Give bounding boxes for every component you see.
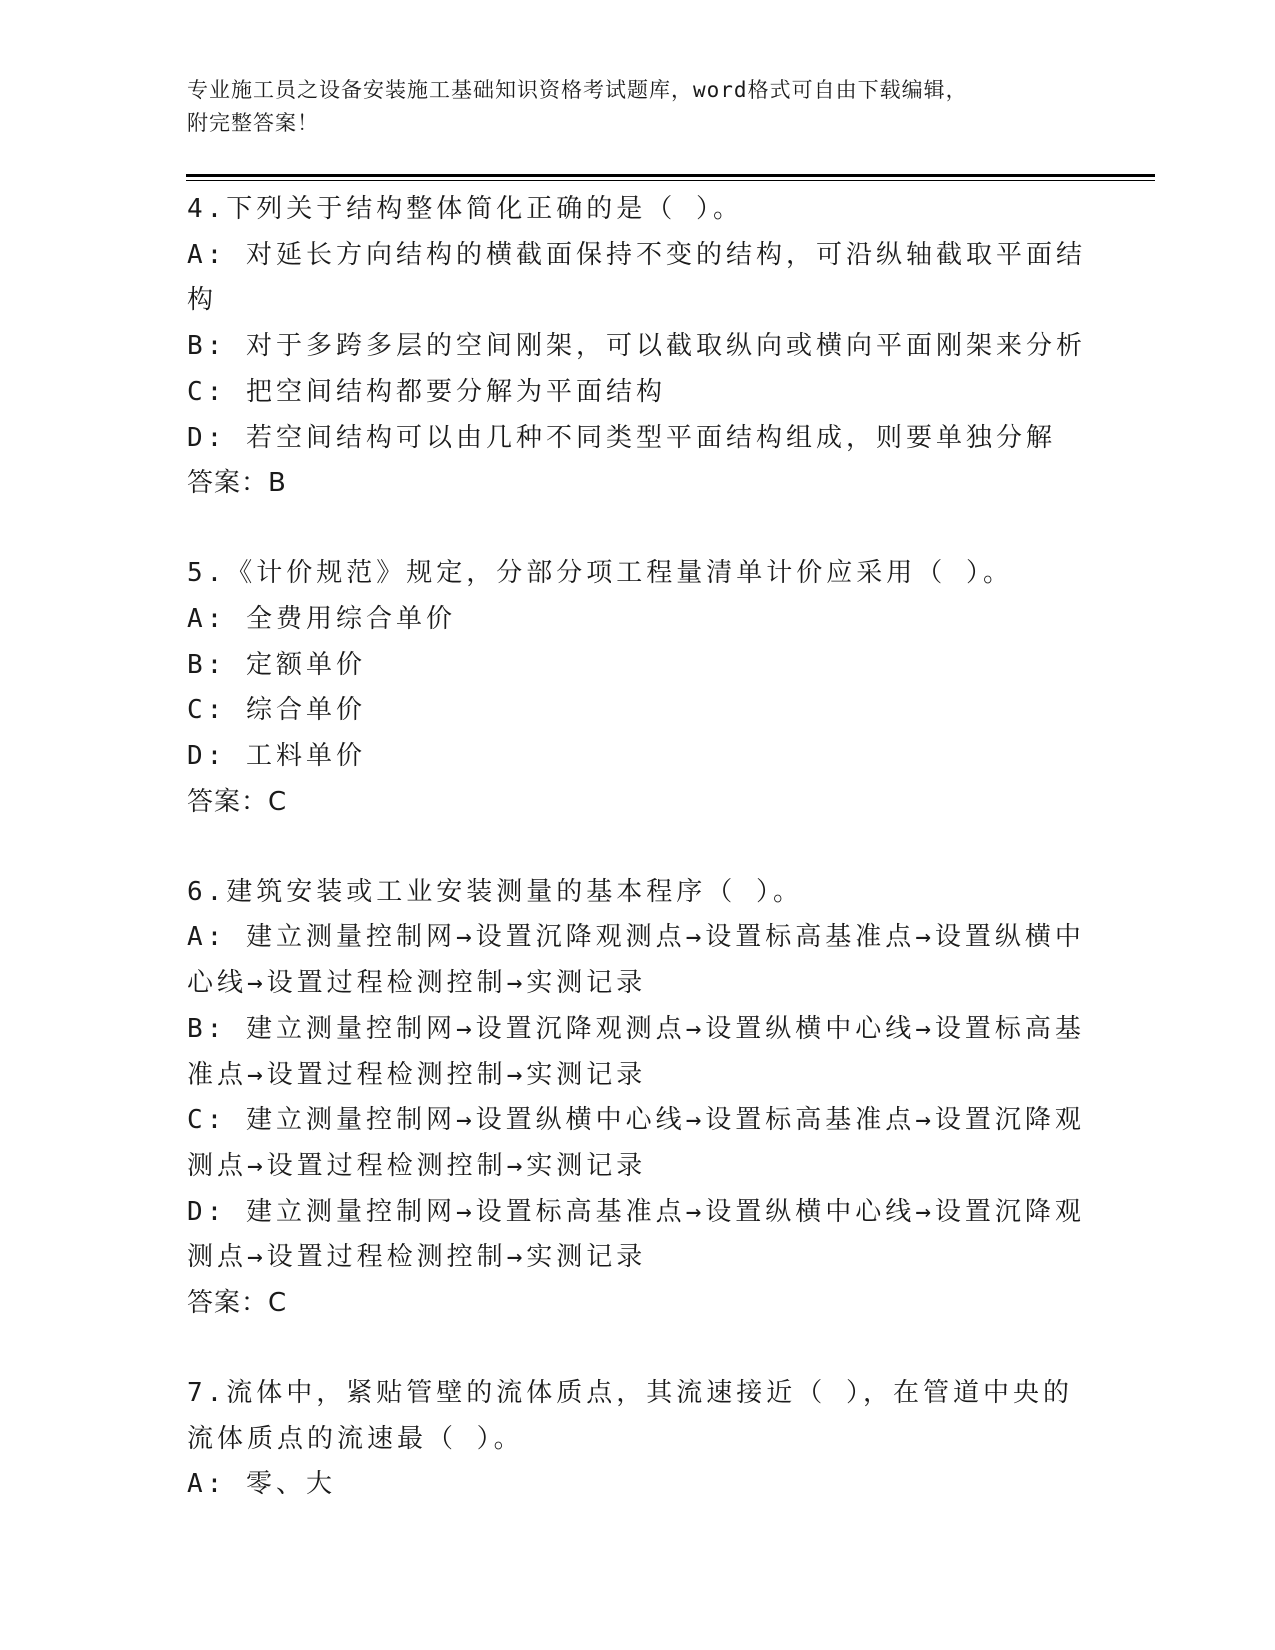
question-stem: 4.下列关于结构整体简化正确的是（ ）。 bbox=[187, 194, 743, 224]
header-divider-thick bbox=[186, 174, 1155, 177]
answer-line: 答案：B bbox=[187, 468, 287, 499]
option-b: B: 定额单价 bbox=[187, 649, 366, 680]
question-block bbox=[187, 551, 1087, 825]
question-block bbox=[187, 870, 1087, 1326]
question-stem: 7.流体中，紧贴管壁的流体质点，其流速接近（ ），在管道中央的流体质点的流速最（ ）。 bbox=[187, 1378, 1073, 1454]
question-block bbox=[187, 1371, 1087, 1508]
question-list bbox=[187, 187, 1087, 1508]
option-d: D: 工料单价 bbox=[187, 741, 366, 772]
document-header bbox=[187, 74, 1087, 140]
option-a: A: 建立测量控制网→设置沉降观测点→设置标高基准点→设置纵横中心线→设置过程检测控制→实测记录 bbox=[187, 922, 1085, 999]
option-c: C: 把空间结构都要分解为平面结构 bbox=[187, 376, 666, 407]
answer-line: 答案：C bbox=[187, 1288, 288, 1319]
header-line-1: 专业施工员之设备安装施工基础知识资格考试题库，word格式可自由下载编辑， bbox=[187, 78, 968, 102]
header-divider-thin bbox=[186, 180, 1155, 181]
option-a: A: 对延长方向结构的横截面保持不变的结构，可沿纵轴截取平面结构 bbox=[187, 239, 1086, 316]
option-d: D: 若空间结构可以由几种不同类型平面结构组成，则要单独分解 bbox=[187, 422, 1056, 453]
option-b: B: 建立测量控制网→设置沉降观测点→设置纵横中心线→设置标高基准点→设置过程检测控制→实测记录 bbox=[187, 1013, 1085, 1090]
option-b: B: 对于多跨多层的空间刚架，可以截取纵向或横向平面刚架来分析 bbox=[187, 331, 1086, 362]
question-stem: 6.建筑安装或工业安装测量的基本程序（ ）。 bbox=[187, 876, 803, 907]
option-a: A: 零、大 bbox=[187, 1469, 336, 1500]
header-line-2: 附完整答案！ bbox=[187, 111, 319, 135]
question-stem: 5.《计价规范》规定，分部分项工程量清单计价应采用（ ）。 bbox=[187, 558, 1013, 589]
option-c: C: 综合单价 bbox=[187, 695, 366, 726]
question-block bbox=[187, 187, 1087, 506]
option-d: D: 建立测量控制网→设置标高基准点→设置纵横中心线→设置沉降观测点→设置过程检测控制→实测记录 bbox=[187, 1196, 1085, 1273]
answer-line: 答案：C bbox=[187, 786, 288, 817]
option-a: A: 全费用综合单价 bbox=[187, 603, 456, 634]
option-c: C: 建立测量控制网→设置纵横中心线→设置标高基准点→设置沉降观测点→设置过程检测控制→实测记录 bbox=[187, 1105, 1085, 1181]
